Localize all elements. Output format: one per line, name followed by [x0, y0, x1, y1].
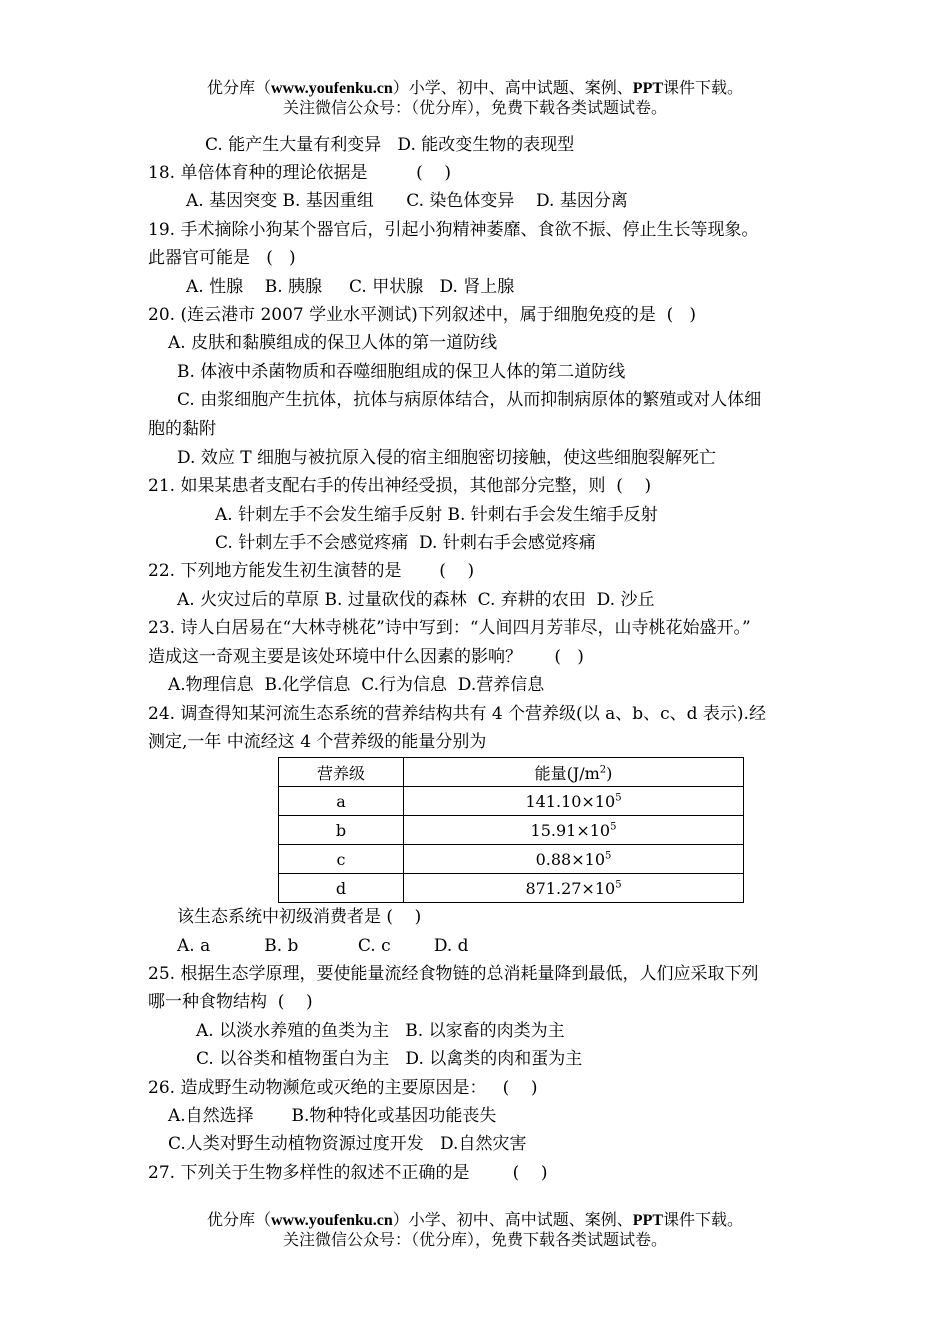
- q25-options-ab: A. 以淡水养殖的鱼类为主 B. 以家畜的肉类为主: [196, 1021, 565, 1041]
- header-line-1: [0, 79, 950, 99]
- q23-stem-cont: 造成这一奇观主要是该处环境中什么因素的影响？ ( ): [148, 647, 584, 667]
- header-text: 课件下载。: [663, 80, 744, 97]
- q19-stem: 19. 手术摘除小狗某个器官后，引起小狗精神萎靡、食欲不振、停止生长等现象。: [148, 220, 759, 240]
- table-row: [279, 816, 744, 845]
- energy-value: 141.10×10: [525, 791, 616, 811]
- q23-stem: 23. 诗人白居易在“大林寺桃花”诗中写到：“人间四月芳菲尽，山寺桃花始盛开。”: [148, 618, 751, 638]
- header-line-2: 关注微信公众号：（优分库），免费下载各类试题试卷。: [282, 100, 667, 117]
- header-energy-text: 能量(J/m: [534, 763, 600, 783]
- q21-stem: 21. 如果某患者支配右手的传出神经受损，其他部分完整，则 ( ): [148, 476, 652, 496]
- footer-url: www.youfenku.cn: [270, 1212, 393, 1229]
- footer-line-2: 关注微信公众号：（优分库），免费下载各类试题试卷。: [282, 1232, 667, 1249]
- header-url: www.youfenku.cn: [270, 80, 393, 97]
- q26-stem: 26. 造成野生动物濒危或灭绝的主要原因是： ( ): [148, 1078, 538, 1098]
- q20-stem: 20. (连云港市 2007 学业水平测试)下列叙述中，属于细胞免疫的是 ( ): [148, 305, 697, 325]
- table-header-row: [279, 758, 744, 787]
- energy-exponent: 5: [615, 879, 622, 891]
- q24-stem-cont: 测定,一年 中流经这 4 个营养级的能量分别为: [148, 732, 487, 752]
- header-text: 优分库（: [206, 80, 271, 97]
- energy-cell: [404, 845, 744, 874]
- energy-cell: [404, 816, 744, 845]
- level-cell: b: [279, 816, 404, 845]
- footer-text: ）小学、初中、高中试题、案例、: [392, 1212, 633, 1229]
- q17-options-cd: C. 能产生大量有利变异 D. 能改变生物的表现型: [205, 135, 575, 155]
- q22-stem: 22. 下列地方能发生初生演替的是 ( ): [148, 561, 475, 581]
- energy-exponent: 5: [605, 850, 612, 862]
- energy-table: [278, 757, 744, 903]
- level-cell: c: [279, 845, 404, 874]
- q18-stem: 18. 单倍体育种的理论依据是 ( ): [148, 163, 451, 183]
- q20-option-b: B. 体液中杀菌物质和吞噬细胞组成的保卫人体的第二道防线: [177, 362, 626, 382]
- energy-value: 0.88×10: [535, 849, 605, 869]
- energy-cell: [404, 787, 744, 816]
- table-header-energy: [404, 758, 744, 787]
- q24-question: 该生态系统中初级消费者是 ( ): [177, 907, 422, 927]
- q19-stem-cont: 此器官可能是 ( ): [148, 248, 296, 268]
- footer-line-1: [0, 1211, 950, 1231]
- q22-options: A. 火灾过后的草原 B. 过量砍伐的森林 C. 弃耕的农田 D. 沙丘: [177, 590, 655, 610]
- footer-text: 课件下载。: [663, 1212, 744, 1229]
- table-row: [279, 787, 744, 816]
- footer-ppt: PPT: [632, 1212, 664, 1229]
- q23-options: A.物理信息 B.化学信息 C.行为信息 D.营养信息: [168, 675, 545, 695]
- q24-options: A. a B. b C. c D. d: [177, 936, 469, 956]
- q20-option-d: D. 效应 T 细胞与被抗原入侵的宿主细胞密切接触，使这些细胞裂解死亡: [177, 448, 716, 468]
- q26-options-cd: C.人类对野生动植物资源过度开发 D.自然灾害: [168, 1134, 527, 1154]
- q20-option-a: A. 皮肤和黏膜组成的保卫人体的第一道防线: [168, 333, 498, 353]
- q19-options: A. 性腺 B. 胰腺 C. 甲状腺 D. 肾上腺: [186, 277, 515, 297]
- q25-stem-cont: 哪一种食物结构 ( ): [148, 992, 313, 1012]
- q20-option-c: C. 由浆细胞产生抗体，抗体与病原体结合，从而抑制病原体的繁殖或对人体细: [177, 390, 762, 410]
- q21-options-ab: A. 针刺左手不会发生缩手反射 B. 针刺右手会发生缩手反射: [215, 505, 658, 525]
- energy-exponent: 5: [615, 792, 622, 804]
- table-row: [279, 845, 744, 874]
- level-cell: a: [279, 787, 404, 816]
- q27-stem: 27. 下列关于生物多样性的叙述不正确的是 ( ): [148, 1163, 548, 1183]
- q18-options: A. 基因突变 B. 基因重组 C. 染色体变异 D. 基因分离: [186, 191, 628, 211]
- energy-cell: [404, 874, 744, 903]
- energy-value: 871.27×10: [525, 878, 616, 898]
- table-row: [279, 874, 744, 903]
- header-text: ）小学、初中、高中试题、案例、: [392, 80, 633, 97]
- q26-options-ab: A.自然选择 B.物种特化或基因功能丧失: [168, 1106, 497, 1126]
- q25-options-cd: C. 以谷类和植物蛋白为主 D. 以禽类的肉和蛋为主: [196, 1049, 583, 1069]
- header-ppt: PPT: [632, 80, 664, 97]
- q25-stem: 25. 根据生态学原理，要使能量流经食物链的总消耗量降到最低，人们应采取下列: [148, 964, 759, 984]
- footer-text: 优分库（: [206, 1212, 271, 1229]
- level-cell: d: [279, 874, 404, 903]
- q20-option-c-cont: 胞的黏附: [148, 419, 216, 439]
- unit-superscript: 2: [599, 764, 607, 776]
- q21-options-cd: C. 针刺左手不会感觉疼痛 D. 针刺右手会感觉疼痛: [215, 533, 596, 553]
- energy-value: 15.91×10: [530, 820, 611, 840]
- q24-stem: 24. 调查得知某河流生态系统的营养结构共有 4 个营养级(以 a、b、c、d 表示).经: [148, 704, 766, 724]
- table-header-level: 营养级: [279, 758, 404, 787]
- energy-exponent: 5: [610, 821, 617, 833]
- header-energy-text: ): [606, 763, 613, 783]
